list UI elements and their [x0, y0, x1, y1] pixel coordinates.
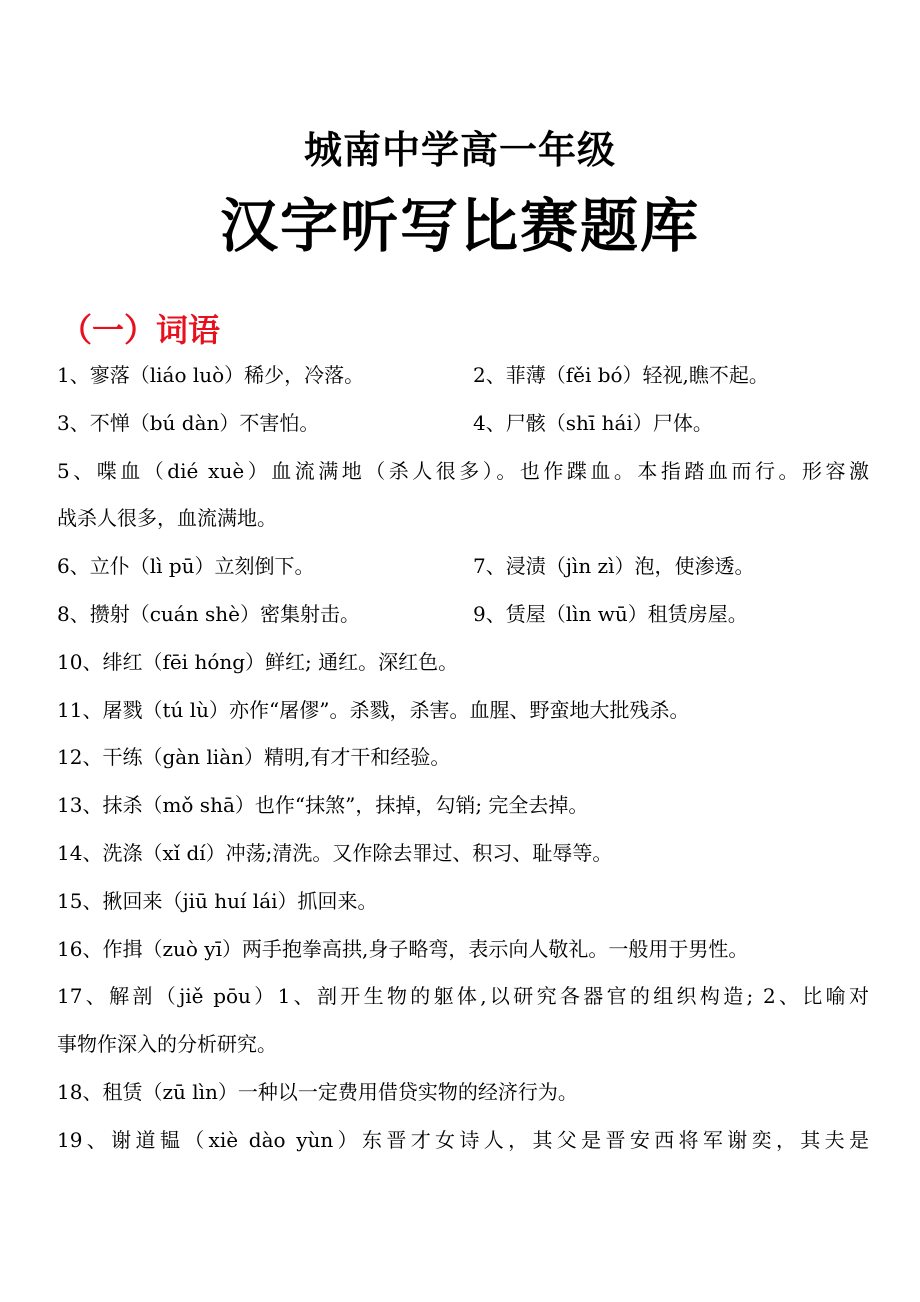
vocabulary-list	[57, 352, 869, 1165]
vocab-item: 8、攒射（cuán shè）密集射击。	[57, 601, 360, 626]
vocab-item: 2、菲薄（fěi bó）轻视,瞧不起。	[473, 363, 769, 387]
vocab-item: 14、洗涤（xǐ dí）冲荡;清洗。又作除去罪过、积习、耻辱等。	[57, 840, 613, 865]
vocab-item: 16、作揖（zuò yī）两手抱拳高拱,身子略弯，表示向人敬礼。一般用于男性。	[57, 936, 749, 961]
list-row	[57, 352, 869, 400]
vocab-item-continued: 事物作深入的分析研究。	[57, 1032, 277, 1057]
school-title: 城南中学高一年级	[303, 128, 616, 172]
vocab-item: 19、谢道韫（xiè dào yùn）东晋才女诗人，其父是晋安西将军谢奕，其夫是	[57, 1127, 869, 1152]
vocab-item: 11、屠戮（tú lù）亦作“屠僇”。杀戮，杀害。血腥、野蛮地大批残杀。	[57, 697, 690, 722]
section-heading: （一）词语	[60, 311, 221, 349]
vocab-item-continued: 战杀人很多，血流满地。	[57, 506, 277, 531]
vocab-item: 1、寥落（liáo luò）稀少，冷落。	[57, 363, 365, 387]
vocab-item: 3、不惮（bú dàn）不害怕。	[57, 410, 320, 435]
vocab-item: 7、浸渍（jìn zì）泡，使渗透。	[473, 554, 755, 579]
page-title: 汉字听写比赛题库	[219, 192, 700, 260]
vocab-item: 15、揪回来（jiū huí lái）抓回来。	[57, 888, 378, 913]
vocab-item: 9、赁屋（lìn wū）租赁房屋。	[473, 601, 748, 626]
vocab-item: 5、喋血（dié xuè）血流满地（杀人很多）。也作蹀血。本指踏血而行。形容激	[57, 458, 869, 483]
list-row	[57, 543, 869, 591]
vocab-item: 6、立仆（lì pū）立刻倒下。	[57, 554, 315, 579]
list-row	[57, 400, 869, 448]
vocab-item: 13、抹杀（mǒ shā）也作“抹煞”，抹掉，勾销; 完全去掉。	[57, 793, 589, 818]
vocab-item: 4、尸骸（shī hái）尸体。	[473, 410, 713, 435]
vocab-item: 17、解剖（jiě pōu）1、剖开生物的躯体,以研究各器官的组织构造; 2、比喻对	[57, 984, 869, 1009]
vocab-item: 12、干练（gàn liàn）精明,有才干和经验。	[57, 745, 451, 770]
vocab-item: 10、绯红（fēi hóng）鲜红; 通红。深红色。	[57, 649, 459, 674]
list-row	[57, 591, 869, 639]
vocab-item: 18、租赁（zū lìn）一种以一定费用借贷实物的经济行为。	[57, 1079, 578, 1104]
